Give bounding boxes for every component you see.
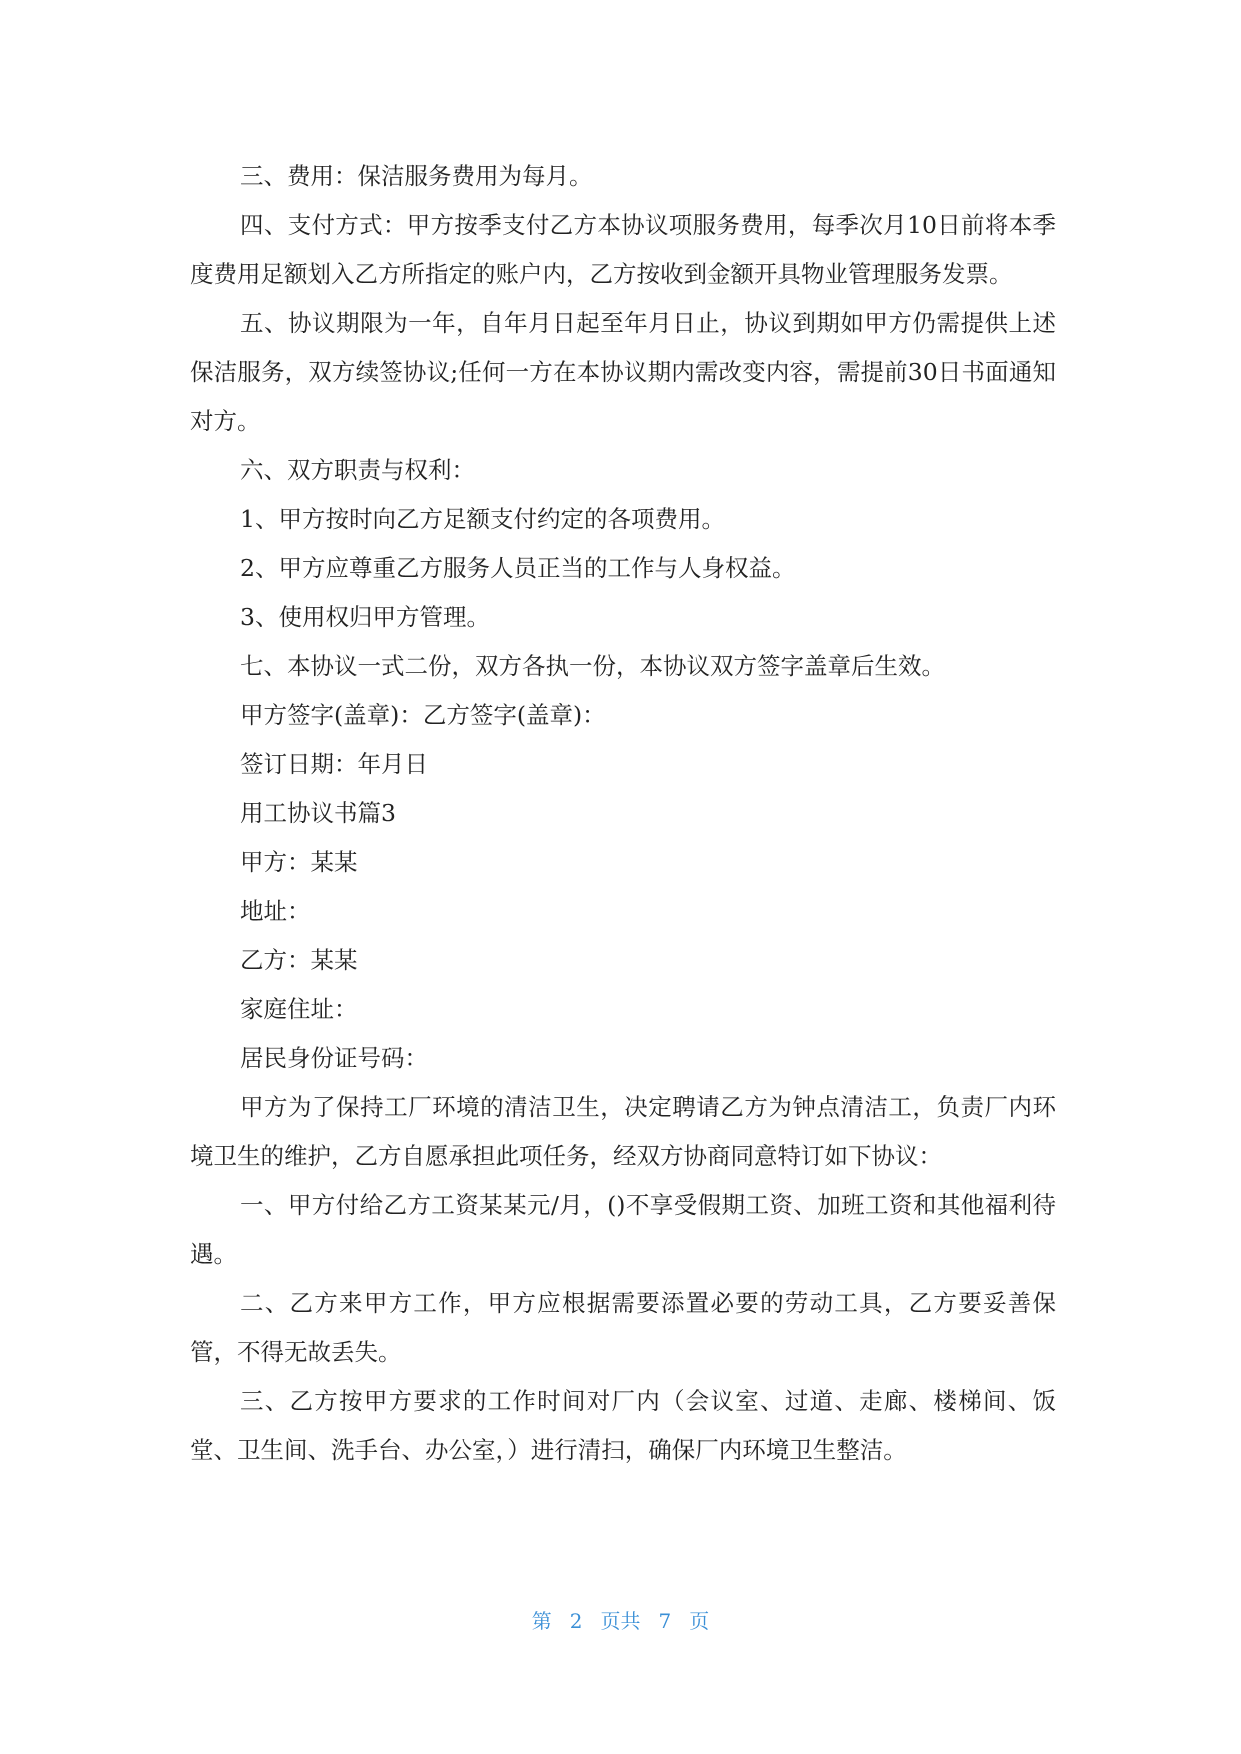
document-body [190, 152, 1056, 1475]
paragraph-duty-3: 3、使用权归甲方管理。 [240, 603, 490, 631]
paragraph-id-number: 居民身份证号码： [240, 1044, 428, 1072]
footer-suffix: 页 [689, 1609, 710, 1633]
paragraph-intro: 甲方为了保持工厂环境的清洁卫生，决定聘请乙方为钟点清洁工，负责厂内环境卫生的维护，乙方自愿承担此项任务，经双方协商同意特订如下协议： [190, 1093, 1056, 1170]
footer-total-pages: 7 [658, 1609, 672, 1633]
paragraph-duty-2: 2、甲方应尊重乙方服务人员正当的工作与人身权益。 [240, 554, 796, 582]
paragraph-clause-1: 一、甲方付给乙方工资某某元/月，()不享受假期工资、加班工资和其他福利待遇。 [190, 1191, 1056, 1268]
footer-middle: 页共 [600, 1609, 641, 1633]
footer-current-page: 2 [569, 1609, 583, 1633]
page-footer [0, 1605, 1241, 1634]
paragraph-fees: 三、费用：保洁服务费用为每月。 [240, 162, 593, 190]
paragraph-party-b: 乙方：某某 [240, 946, 358, 974]
paragraph-party-a: 甲方：某某 [240, 848, 358, 876]
paragraph-duty-1: 1、甲方按时向乙方足额支付约定的各项费用。 [240, 505, 725, 533]
paragraph-clause-3: 三、乙方按甲方要求的工作时间对厂内（会议室、过道、走廊、楼梯间、饭堂、卫生间、洗手台、办公室，）进行清扫，确保厂内环境卫生整洁。 [190, 1387, 1056, 1464]
paragraph-agreement-term: 五、协议期限为一年，自年月日起至年月日止，协议到期如甲方仍需提供上述保洁服务，双方续签协议;任何一方在本协议期内需改变内容，需提前30日书面通知对方。 [190, 309, 1056, 435]
paragraph-duties-heading: 六、双方职责与权利： [240, 456, 475, 484]
paragraph-copies: 七、本协议一式二份，双方各执一份，本协议双方签字盖章后生效。 [240, 652, 945, 680]
paragraph-payment-method: 四、支付方式：甲方按季支付乙方本协议项服务费用，每季次月10日前将本季度费用足额划入乙方所指定的账户内，乙方按收到金额开具物业管理服务发票。 [190, 211, 1056, 288]
paragraph-sign-date: 签订日期：年月日 [240, 750, 428, 778]
section-title: 用工协议书篇3 [240, 799, 396, 827]
paragraph-home-address: 家庭住址： [240, 995, 358, 1023]
paragraph-signatures: 甲方签字(盖章)：乙方签字(盖章)： [240, 701, 606, 729]
paragraph-address: 地址： [240, 897, 311, 925]
footer-prefix: 第 [531, 1609, 552, 1633]
paragraph-clause-2: 二、乙方来甲方工作，甲方应根据需要添置必要的劳动工具，乙方要妥善保管，不得无故丢失。 [190, 1289, 1056, 1366]
